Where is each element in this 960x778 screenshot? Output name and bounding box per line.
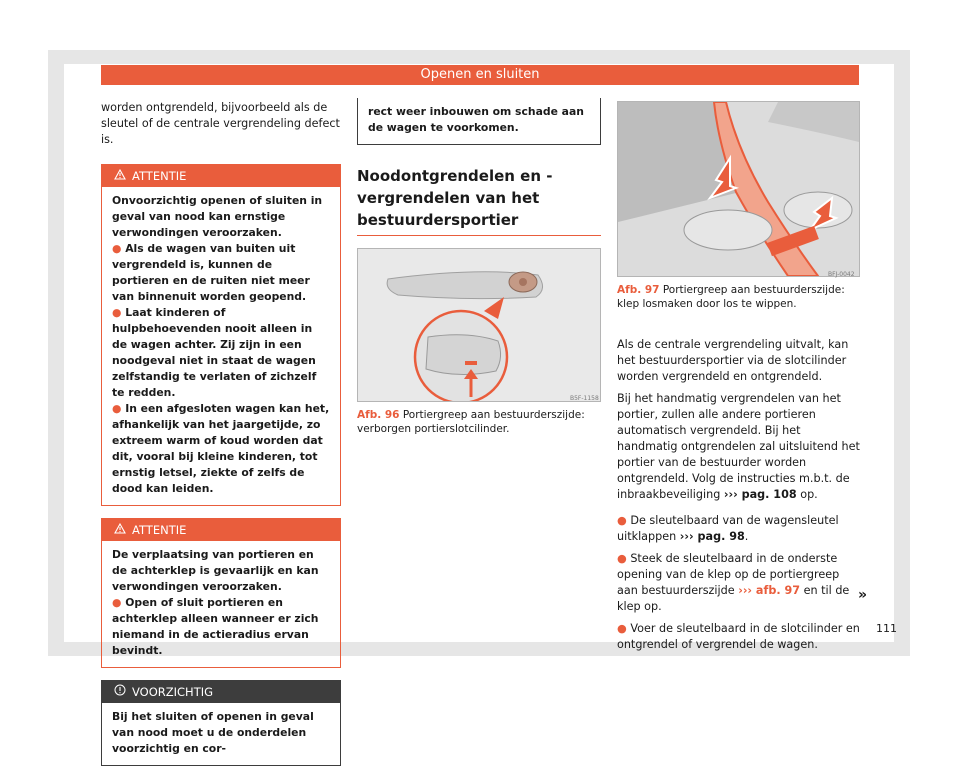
figure-ref-link[interactable]: ››› afb. 97 [738,584,801,597]
info-circle-icon [114,684,128,700]
caution-header [102,681,340,703]
page-header: Openen en sluiten [101,65,859,85]
caution-box [101,680,341,766]
figure-code: BFJ-0042 [828,271,855,278]
bullet-icon: ● [112,306,126,319]
warning-triangle-icon [114,522,128,538]
caution-box-cont [357,98,601,145]
column-1 [101,100,341,778]
page-number: 111 [876,622,897,635]
attention-label-1: ATTENTIE [132,169,187,183]
attention-body-2 [102,541,340,667]
caution-cont-text: rect weer inbouwen om schade aan de wagen te voorkomen. [368,105,584,134]
column-3 [617,101,860,659]
intro-text: worden ontgrendeld, bijvoorbeeld als de sleutel of de centrale vergrendeling defect is. [101,101,340,146]
figure-caption-text: Portiergreep aan bestuurderszijde: verborgen portierslotcilinder. [357,409,585,435]
list-item: ● Laat kinderen of hulpbehoevenden nooit alleen in de wagen achter. Zij zijn in een noodgeval niet in staat de wagen zelfstandig te verlaten of zichzelf te redden. [112,306,317,399]
figure-code: B5F-1158 [570,395,599,402]
bullet-icon: ● [112,596,126,609]
warning-triangle-icon [114,168,128,184]
list-item: ● In een afgesloten wagen kan het, afhankelijk van het jaargetijde, zo extreem warm of koud worden dat dit, vooral bij kleine kinderen, tot ernstig letsel, ziekte of zelfs de dood kan leiden. [112,402,330,495]
figure-label: Afb. 96 [357,409,400,421]
paragraph-2: Bij het handmatig vergrendelen van het portier, zullen alle andere portieren automatisch vergrendeld. Bij het handmatig ontgrendelen zal uitsluitend het portier van de bestuurder worden ontgrendeld. Volg de instructies m.b.t. de inbraakbeveiliging ››› pag. 108 op. [617,392,860,501]
attention-box-1 [101,164,341,506]
figure-96-caption [357,408,601,436]
bullet-icon: ● [617,514,631,527]
attention-body-1 [102,187,340,505]
paragraph-1: Als de centrale vergrendeling uitvalt, kan het bestuurdersportier via de slotcilinder worden vergrendeld en ontgrendeld. [617,338,849,383]
figure-label: Afb. 97 [617,284,660,296]
section-title: Noodontgrendelen en -vergrendelen van het bestuurdersportier [357,165,601,236]
attention-text-2: De verplaatsing van portieren en de achterklep is gevaarlijk en kan verwondingen veroorzaken. [112,548,319,593]
bullet-icon: ● [617,622,631,635]
list-item: ● De sleutelbaard van de wagensleutel uitklappen ››› pag. 98. [617,514,839,543]
figure-97 [617,101,860,277]
attention-label-2: ATTENTIE [132,523,187,537]
attention-text-1: Onvoorzichtig openen of sluiten in geval van nood kan ernstige verwondingen veroorzaken. [112,194,323,239]
attention-header-2 [102,519,340,541]
attention-header-1 [102,165,340,187]
continue-mark: » [858,587,868,603]
list-item: ● Voer de sleutelbaard in de slotcilinder en ontgrendel of vergrendel de wagen. [617,622,860,651]
page-ref-link[interactable]: ››› pag. 108 [723,488,797,501]
page-ref-link[interactable]: ››› pag. 98 [679,530,745,543]
column-2 [357,98,601,436]
door-flap-illustration [618,102,859,276]
bullet-icon: ● [617,552,631,565]
attention-box-2 [101,518,341,668]
figure-97-caption [617,283,860,311]
list-item: ● Open of sluit portieren en achterklep alleen wanneer er zich niemand in de actieradius ervan bevindt. [112,596,319,657]
figure-96 [357,248,601,402]
bullet-icon: ● [112,242,126,255]
figure-caption-text: Portiergreep aan bestuurderszijde: klep losmaken door los te wippen. [617,284,845,310]
caution-body: Bij het sluiten of openen in geval van nood moet u de onderdelen voorzichtig en cor- [112,710,314,755]
bullet-icon: ● [112,402,126,415]
list-item: ● Als de wagen van buiten uit vergrendeld is, kunnen de portieren en de ruiten niet meer van binnenuit worden geopend. [112,242,310,303]
caution-label: VOORZICHTIG [132,685,214,699]
door-handle-illustration [358,249,600,401]
list-item: ● Steek de sleutelbaard in de onderste opening van de klep op de portiergreep aan bestuurderszijde ››› afb. 97 en til de klep op. [617,552,850,613]
